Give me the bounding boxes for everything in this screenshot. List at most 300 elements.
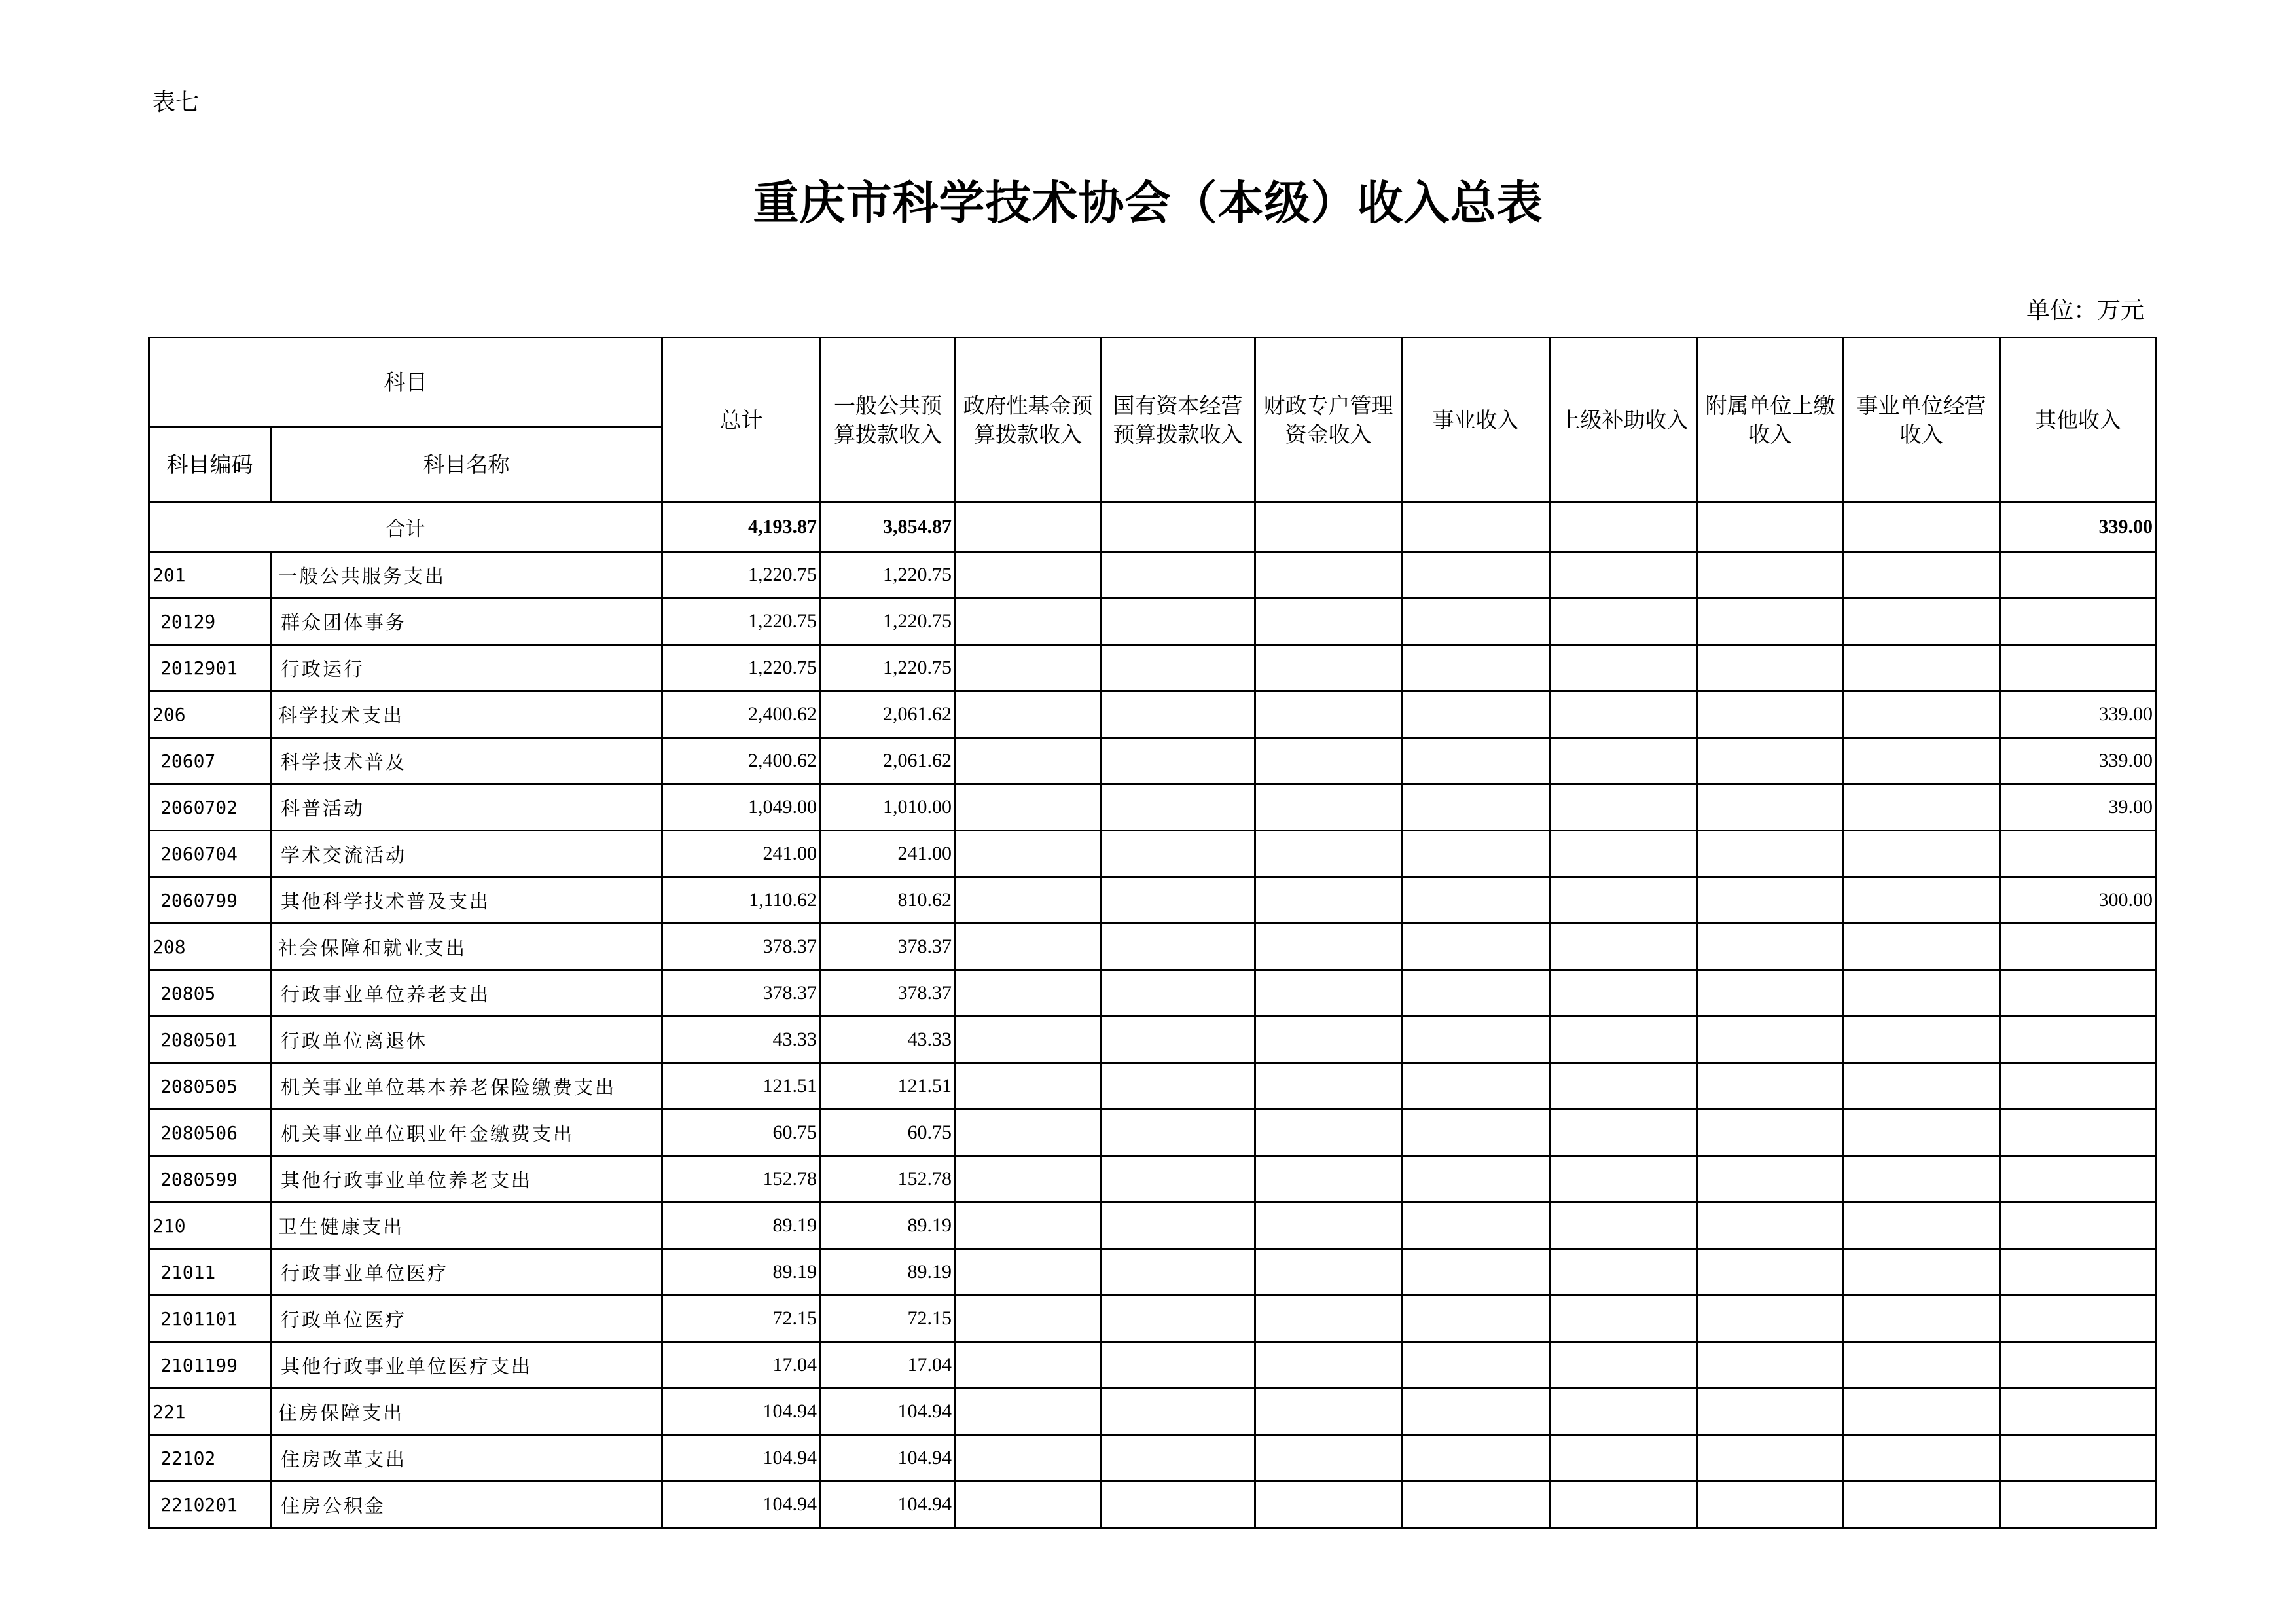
cell-gov-fund	[956, 1063, 1101, 1110]
cell-operating	[1843, 1017, 2000, 1063]
cell-affiliated	[1698, 784, 1843, 831]
table-row	[149, 1110, 2157, 1156]
cell-state-capital	[1101, 1017, 1255, 1063]
table-row	[149, 1389, 2157, 1435]
cell-superior-subsidy	[1550, 784, 1698, 831]
cell-general-budget: 152.78	[821, 1156, 956, 1203]
cell-other	[2000, 1110, 2157, 1156]
cell-total: 89.19	[662, 1203, 821, 1249]
cell-business	[1402, 924, 1550, 970]
subject-name: 科学技术支出	[271, 691, 662, 738]
cell-business	[1402, 831, 1550, 877]
cell-other: 339.00	[2000, 691, 2157, 738]
subject-code: 2060702	[149, 784, 271, 831]
cell-total: 152.78	[662, 1156, 821, 1203]
cell-general-budget: 378.37	[821, 924, 956, 970]
cell-business	[1402, 1482, 1550, 1528]
income-table	[148, 337, 2157, 1529]
cell-general-budget: 810.62	[821, 877, 956, 924]
cell-special-account	[1255, 1110, 1402, 1156]
cell-operating	[1843, 1296, 2000, 1342]
cell-total: 1,220.75	[662, 645, 821, 691]
cell-state-capital	[1101, 552, 1255, 598]
unit-label: 单位：万元	[2026, 297, 2144, 324]
cell-operating	[1843, 1342, 2000, 1389]
table-row	[149, 1482, 2157, 1528]
cell-total: 104.94	[662, 1389, 821, 1435]
cell-state-capital	[1101, 1389, 1255, 1435]
cell-state-capital	[1101, 1249, 1255, 1296]
cell-affiliated	[1698, 1110, 1843, 1156]
cell-other	[2000, 1203, 2157, 1249]
total-gov-fund	[956, 503, 1101, 552]
cell-gov-fund	[956, 1435, 1101, 1482]
subject-name: 行政事业单位医疗	[271, 1249, 662, 1296]
cell-affiliated	[1698, 970, 1843, 1017]
cell-superior-subsidy	[1550, 1389, 1698, 1435]
cell-business	[1402, 1203, 1550, 1249]
subject-code: 21011	[149, 1249, 271, 1296]
cell-business	[1402, 970, 1550, 1017]
cell-superior-subsidy	[1550, 691, 1698, 738]
subject-name: 社会保障和就业支出	[271, 924, 662, 970]
cell-special-account	[1255, 598, 1402, 645]
cell-total: 17.04	[662, 1342, 821, 1389]
cell-state-capital	[1101, 1482, 1255, 1528]
cell-state-capital	[1101, 831, 1255, 877]
subject-name: 科普活动	[271, 784, 662, 831]
header-other: 其他收入	[2000, 338, 2157, 503]
subject-code: 2012901	[149, 645, 271, 691]
cell-other	[2000, 1017, 2157, 1063]
table-row	[149, 645, 2157, 691]
cell-gov-fund	[956, 691, 1101, 738]
total-business	[1402, 503, 1550, 552]
cell-superior-subsidy	[1550, 1482, 1698, 1528]
cell-affiliated	[1698, 877, 1843, 924]
cell-operating	[1843, 877, 2000, 924]
table-row	[149, 1342, 2157, 1389]
table-row	[149, 1017, 2157, 1063]
cell-business	[1402, 645, 1550, 691]
cell-state-capital	[1101, 1296, 1255, 1342]
header-row-1	[149, 338, 2157, 428]
total-affiliated	[1698, 503, 1843, 552]
cell-special-account	[1255, 1203, 1402, 1249]
table-row	[149, 598, 2157, 645]
cell-total: 1,220.75	[662, 552, 821, 598]
cell-other	[2000, 598, 2157, 645]
cell-operating	[1843, 1249, 2000, 1296]
subject-code: 22102	[149, 1435, 271, 1482]
cell-affiliated	[1698, 1435, 1843, 1482]
cell-superior-subsidy	[1550, 1249, 1698, 1296]
cell-other	[2000, 970, 2157, 1017]
cell-state-capital	[1101, 784, 1255, 831]
table-row	[149, 738, 2157, 784]
cell-operating	[1843, 552, 2000, 598]
cell-special-account	[1255, 738, 1402, 784]
subject-name: 其他行政事业单位医疗支出	[271, 1342, 662, 1389]
subject-name: 机关事业单位职业年金缴费支出	[271, 1110, 662, 1156]
cell-superior-subsidy	[1550, 877, 1698, 924]
cell-affiliated	[1698, 831, 1843, 877]
table-number: 表七	[152, 89, 200, 116]
header-subject: 科目	[149, 338, 662, 428]
cell-superior-subsidy	[1550, 970, 1698, 1017]
table-row	[149, 784, 2157, 831]
cell-affiliated	[1698, 691, 1843, 738]
cell-total: 1,220.75	[662, 598, 821, 645]
total-operating	[1843, 503, 2000, 552]
subject-name: 机关事业单位基本养老保险缴费支出	[271, 1063, 662, 1110]
subject-code: 221	[149, 1389, 271, 1435]
cell-superior-subsidy	[1550, 1063, 1698, 1110]
cell-affiliated	[1698, 1017, 1843, 1063]
cell-operating	[1843, 831, 2000, 877]
page-title: 重庆市科学技术协会（本级）收入总表	[753, 175, 1543, 230]
subject-code: 2060704	[149, 831, 271, 877]
table-row	[149, 1156, 2157, 1203]
table-row	[149, 1249, 2157, 1296]
cell-other: 300.00	[2000, 877, 2157, 924]
cell-business	[1402, 1110, 1550, 1156]
cell-business	[1402, 784, 1550, 831]
cell-total: 1,049.00	[662, 784, 821, 831]
cell-gov-fund	[956, 1110, 1101, 1156]
cell-affiliated	[1698, 1249, 1843, 1296]
cell-state-capital	[1101, 1110, 1255, 1156]
cell-affiliated	[1698, 1389, 1843, 1435]
cell-state-capital	[1101, 1063, 1255, 1110]
cell-other	[2000, 1296, 2157, 1342]
cell-operating	[1843, 784, 2000, 831]
cell-operating	[1843, 645, 2000, 691]
cell-general-budget: 60.75	[821, 1110, 956, 1156]
cell-superior-subsidy	[1550, 1110, 1698, 1156]
subject-code: 2080506	[149, 1110, 271, 1156]
cell-business	[1402, 691, 1550, 738]
cell-general-budget: 1,010.00	[821, 784, 956, 831]
table-row	[149, 831, 2157, 877]
cell-operating	[1843, 1389, 2000, 1435]
header-state-capital: 国有资本经营预算拨款收入	[1101, 338, 1255, 503]
cell-general-budget: 2,061.62	[821, 691, 956, 738]
cell-other	[2000, 1249, 2157, 1296]
cell-state-capital	[1101, 924, 1255, 970]
total-general-budget: 3,854.87	[821, 503, 956, 552]
cell-state-capital	[1101, 691, 1255, 738]
subject-code: 20607	[149, 738, 271, 784]
header-total: 总计	[662, 338, 821, 503]
subject-name: 住房公积金	[271, 1482, 662, 1528]
cell-operating	[1843, 1063, 2000, 1110]
table-row	[149, 691, 2157, 738]
cell-other	[2000, 1389, 2157, 1435]
cell-special-account	[1255, 1389, 1402, 1435]
total-other: 339.00	[2000, 503, 2157, 552]
cell-general-budget: 104.94	[821, 1482, 956, 1528]
cell-business	[1402, 877, 1550, 924]
cell-gov-fund	[956, 1389, 1101, 1435]
subject-code: 208	[149, 924, 271, 970]
cell-other	[2000, 645, 2157, 691]
cell-special-account	[1255, 784, 1402, 831]
table-row	[149, 970, 2157, 1017]
subject-name: 科学技术普及	[271, 738, 662, 784]
subject-name: 行政运行	[271, 645, 662, 691]
subject-name: 行政单位医疗	[271, 1296, 662, 1342]
subject-code: 2080599	[149, 1156, 271, 1203]
cell-operating	[1843, 598, 2000, 645]
cell-superior-subsidy	[1550, 598, 1698, 645]
cell-business	[1402, 1017, 1550, 1063]
cell-special-account	[1255, 1249, 1402, 1296]
cell-superior-subsidy	[1550, 1156, 1698, 1203]
subject-code: 201	[149, 552, 271, 598]
cell-state-capital	[1101, 970, 1255, 1017]
cell-business	[1402, 1156, 1550, 1203]
cell-other	[2000, 1063, 2157, 1110]
cell-general-budget: 121.51	[821, 1063, 956, 1110]
table-row	[149, 552, 2157, 598]
cell-special-account	[1255, 970, 1402, 1017]
subject-name: 住房改革支出	[271, 1435, 662, 1482]
cell-operating	[1843, 1203, 2000, 1249]
cell-general-budget: 378.37	[821, 970, 956, 1017]
cell-total: 60.75	[662, 1110, 821, 1156]
cell-general-budget: 241.00	[821, 831, 956, 877]
subject-code: 2080501	[149, 1017, 271, 1063]
subject-code: 2101199	[149, 1342, 271, 1389]
cell-state-capital	[1101, 738, 1255, 784]
total-special-account	[1255, 503, 1402, 552]
cell-gov-fund	[956, 1203, 1101, 1249]
cell-other	[2000, 924, 2157, 970]
cell-general-budget: 89.19	[821, 1203, 956, 1249]
cell-business	[1402, 1063, 1550, 1110]
cell-superior-subsidy	[1550, 1017, 1698, 1063]
cell-total: 2,400.62	[662, 738, 821, 784]
cell-total: 378.37	[662, 970, 821, 1017]
cell-operating	[1843, 1156, 2000, 1203]
cell-affiliated	[1698, 1156, 1843, 1203]
table-row	[149, 1063, 2157, 1110]
cell-state-capital	[1101, 598, 1255, 645]
cell-operating	[1843, 924, 2000, 970]
cell-business	[1402, 598, 1550, 645]
cell-special-account	[1255, 1017, 1402, 1063]
total-label: 合计	[149, 503, 662, 552]
cell-special-account	[1255, 1342, 1402, 1389]
cell-other: 39.00	[2000, 784, 2157, 831]
cell-business	[1402, 1249, 1550, 1296]
cell-affiliated	[1698, 924, 1843, 970]
cell-gov-fund	[956, 970, 1101, 1017]
subject-code: 2210201	[149, 1482, 271, 1528]
cell-general-budget: 89.19	[821, 1249, 956, 1296]
cell-superior-subsidy	[1550, 738, 1698, 784]
subject-name: 群众团体事务	[271, 598, 662, 645]
cell-gov-fund	[956, 924, 1101, 970]
cell-special-account	[1255, 831, 1402, 877]
cell-gov-fund	[956, 1482, 1101, 1528]
cell-general-budget: 17.04	[821, 1342, 956, 1389]
table-row	[149, 924, 2157, 970]
cell-gov-fund	[956, 1249, 1101, 1296]
cell-state-capital	[1101, 877, 1255, 924]
cell-special-account	[1255, 924, 1402, 970]
cell-gov-fund	[956, 784, 1101, 831]
cell-affiliated	[1698, 645, 1843, 691]
cell-operating	[1843, 1435, 2000, 1482]
cell-total: 2,400.62	[662, 691, 821, 738]
subject-name: 卫生健康支出	[271, 1203, 662, 1249]
cell-state-capital	[1101, 1435, 1255, 1482]
cell-affiliated	[1698, 1482, 1843, 1528]
subject-name: 一般公共服务支出	[271, 552, 662, 598]
cell-total: 104.94	[662, 1482, 821, 1528]
cell-total: 72.15	[662, 1296, 821, 1342]
table-row	[149, 877, 2157, 924]
cell-gov-fund	[956, 645, 1101, 691]
cell-general-budget: 1,220.75	[821, 645, 956, 691]
subject-code: 2101101	[149, 1296, 271, 1342]
cell-other	[2000, 1342, 2157, 1389]
cell-special-account	[1255, 1482, 1402, 1528]
cell-affiliated	[1698, 1296, 1843, 1342]
subject-name: 行政单位离退休	[271, 1017, 662, 1063]
cell-affiliated	[1698, 1063, 1843, 1110]
subject-code: 20129	[149, 598, 271, 645]
cell-other	[2000, 552, 2157, 598]
cell-special-account	[1255, 552, 1402, 598]
header-name: 科目名称	[271, 428, 662, 503]
header-affiliated: 附属单位上缴收入	[1698, 338, 1843, 503]
subject-code: 2060799	[149, 877, 271, 924]
subject-name: 行政事业单位养老支出	[271, 970, 662, 1017]
cell-special-account	[1255, 1296, 1402, 1342]
table-row	[149, 1435, 2157, 1482]
header-operating: 事业单位经营收入	[1843, 338, 2000, 503]
total-state-capital	[1101, 503, 1255, 552]
cell-other	[2000, 1435, 2157, 1482]
cell-affiliated	[1698, 738, 1843, 784]
cell-general-budget: 104.94	[821, 1389, 956, 1435]
cell-other	[2000, 1482, 2157, 1528]
cell-gov-fund	[956, 1296, 1101, 1342]
cell-operating	[1843, 1110, 2000, 1156]
cell-gov-fund	[956, 598, 1101, 645]
subject-code: 210	[149, 1203, 271, 1249]
cell-other	[2000, 831, 2157, 877]
cell-superior-subsidy	[1550, 924, 1698, 970]
table-row	[149, 1296, 2157, 1342]
subject-code: 2080505	[149, 1063, 271, 1110]
cell-superior-subsidy	[1550, 1203, 1698, 1249]
subject-code: 206	[149, 691, 271, 738]
cell-superior-subsidy	[1550, 1342, 1698, 1389]
subject-name: 其他行政事业单位养老支出	[271, 1156, 662, 1203]
cell-operating	[1843, 1482, 2000, 1528]
cell-total: 241.00	[662, 831, 821, 877]
cell-gov-fund	[956, 1156, 1101, 1203]
cell-general-budget: 43.33	[821, 1017, 956, 1063]
header-gov-fund: 政府性基金预算拨款收入	[956, 338, 1101, 503]
cell-superior-subsidy	[1550, 831, 1698, 877]
cell-operating	[1843, 691, 2000, 738]
cell-special-account	[1255, 691, 1402, 738]
cell-operating	[1843, 970, 2000, 1017]
cell-business	[1402, 1342, 1550, 1389]
cell-affiliated	[1698, 1342, 1843, 1389]
cell-total: 1,110.62	[662, 877, 821, 924]
cell-special-account	[1255, 1156, 1402, 1203]
cell-special-account	[1255, 877, 1402, 924]
total-row	[149, 503, 2157, 552]
cell-general-budget: 1,220.75	[821, 552, 956, 598]
cell-gov-fund	[956, 1017, 1101, 1063]
cell-special-account	[1255, 645, 1402, 691]
cell-business	[1402, 552, 1550, 598]
cell-other: 339.00	[2000, 738, 2157, 784]
cell-general-budget: 2,061.62	[821, 738, 956, 784]
cell-superior-subsidy	[1550, 645, 1698, 691]
cell-business	[1402, 738, 1550, 784]
header-business: 事业收入	[1402, 338, 1550, 503]
cell-affiliated	[1698, 598, 1843, 645]
subject-name: 其他科学技术普及支出	[271, 877, 662, 924]
cell-special-account	[1255, 1063, 1402, 1110]
cell-gov-fund	[956, 552, 1101, 598]
cell-general-budget: 72.15	[821, 1296, 956, 1342]
subject-name: 学术交流活动	[271, 831, 662, 877]
cell-gov-fund	[956, 831, 1101, 877]
cell-gov-fund	[956, 877, 1101, 924]
cell-affiliated	[1698, 552, 1843, 598]
cell-business	[1402, 1389, 1550, 1435]
header-superior-subsidy: 上级补助收入	[1550, 338, 1698, 503]
cell-general-budget: 104.94	[821, 1435, 956, 1482]
cell-gov-fund	[956, 738, 1101, 784]
cell-total: 89.19	[662, 1249, 821, 1296]
cell-superior-subsidy	[1550, 1296, 1698, 1342]
total-total: 4,193.87	[662, 503, 821, 552]
cell-state-capital	[1101, 1203, 1255, 1249]
subject-code: 20805	[149, 970, 271, 1017]
header-code: 科目编码	[149, 428, 271, 503]
header-special-account: 财政专户管理资金收入	[1255, 338, 1402, 503]
header-general-budget: 一般公共预算拨款收入	[821, 338, 956, 503]
cell-business	[1402, 1296, 1550, 1342]
cell-total: 104.94	[662, 1435, 821, 1482]
cell-total: 378.37	[662, 924, 821, 970]
cell-total: 43.33	[662, 1017, 821, 1063]
cell-superior-subsidy	[1550, 552, 1698, 598]
cell-business	[1402, 1435, 1550, 1482]
cell-other	[2000, 1156, 2157, 1203]
cell-general-budget: 1,220.75	[821, 598, 956, 645]
subject-name: 住房保障支出	[271, 1389, 662, 1435]
cell-state-capital	[1101, 1342, 1255, 1389]
cell-state-capital	[1101, 645, 1255, 691]
cell-superior-subsidy	[1550, 1435, 1698, 1482]
cell-state-capital	[1101, 1156, 1255, 1203]
cell-affiliated	[1698, 1203, 1843, 1249]
cell-special-account	[1255, 1435, 1402, 1482]
table-row	[149, 1203, 2157, 1249]
cell-gov-fund	[956, 1342, 1101, 1389]
